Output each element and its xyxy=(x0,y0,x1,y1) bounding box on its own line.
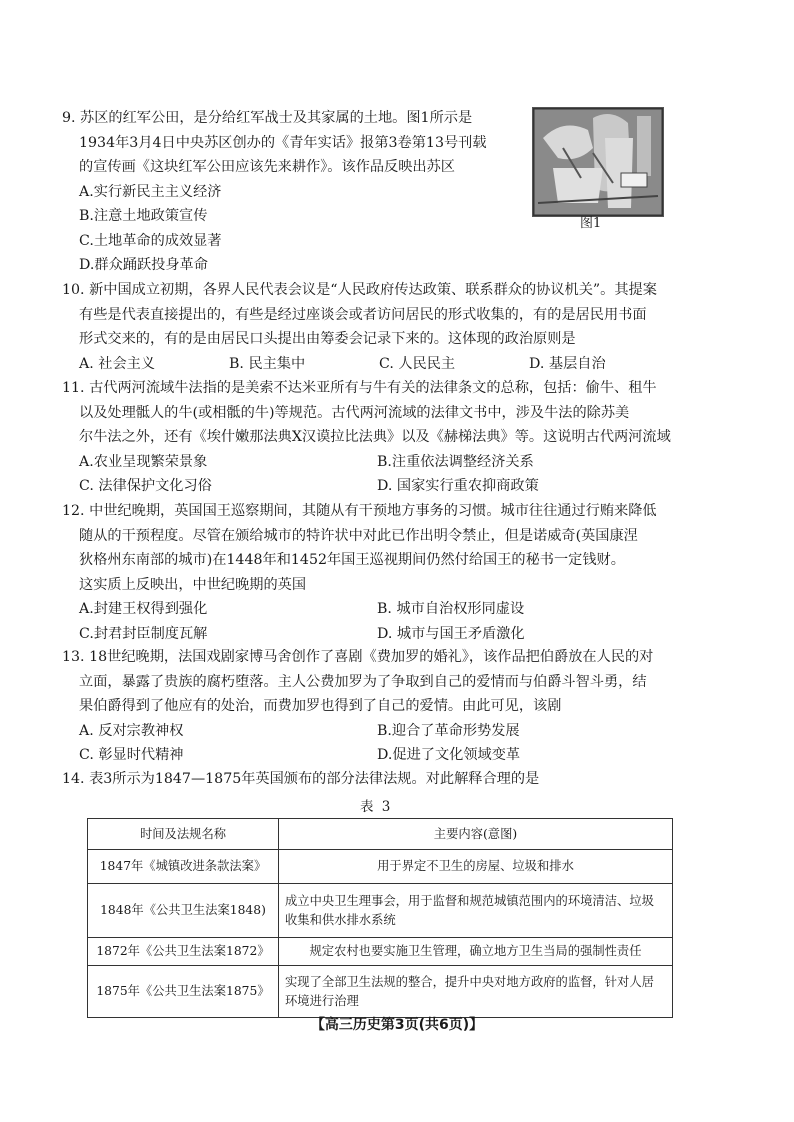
q10-stem-line-3: 形式交来的，有的是由居民口头提出由筹委会记录下来的。这体现的政治原则是 xyxy=(79,331,576,347)
q12-option-a: A.封建王权得到强化 xyxy=(79,601,208,617)
q9-stem-line-2: 1934年3月4日中央苏区创办的《青年实话》报第3卷第13号刊载 xyxy=(79,134,487,151)
q13-options-row-1 xyxy=(62,719,675,744)
table-cell: 成立中央卫生理事会，用于监督和规范城镇范围内的环境清洁、垃圾收集和供水排水系统 xyxy=(279,884,673,938)
table-cell: 1875年《公共卫生法案1875》 xyxy=(88,966,279,1018)
q10-stem-line-2: 有些是代表直接提出的，有些是经过座谈会或者访问居民的形式收集的，有的是居民用书面 xyxy=(79,306,647,323)
q11-option-b: B.注重依法调整经济关系 xyxy=(377,453,534,470)
q13-stem-line-2: 立面，暴露了贵族的腐朽堕落。主人公费加罗为了争取到自己的爱情而与伯爵斗智斗勇，结 xyxy=(79,673,647,690)
q9-option-a: A.实行新民主主义经济 xyxy=(79,183,222,200)
question-14 xyxy=(62,767,539,792)
figure-1-image xyxy=(532,107,664,217)
q11-option-a: A.农业呈现繁荣景象 xyxy=(79,453,208,470)
q11-stem-line-1: 11. 古代两河流域牛法指的是美索不达米亚所有与牛有关的法律条文的总称，包括：偷牛、租牛 xyxy=(62,380,657,396)
q9-option-b: B.注意土地政策宣传 xyxy=(79,208,208,224)
q12-options-row-2 xyxy=(62,622,675,647)
q13-option-a: A. 反对宗教神权 xyxy=(79,722,184,739)
table-header-cell: 主要内容(意图) xyxy=(279,819,673,850)
page-footer: 【高三历史第3页(共6页)】 xyxy=(310,1017,484,1033)
table-row xyxy=(88,966,673,1018)
q10-option-b: B. 民主集中 xyxy=(229,355,306,372)
q10-stem-line-1: 10. 新中国成立初期，各界人民代表会议是“人民政府传达政策、联系群众的协议机关”。其提案 xyxy=(62,282,657,298)
figure-1-caption: 图1 xyxy=(580,216,602,231)
q13-stem-line-3: 果伯爵得到了他应有的处治，而费加罗也得到了自己的爱情。由此可见，该剧 xyxy=(79,698,562,714)
q12-option-c: C.封君封臣制度瓦解 xyxy=(79,625,208,642)
q10-option-a: A. 社会主义 xyxy=(79,355,156,372)
q11-options-row-2 xyxy=(62,474,675,499)
q12-stem-line-4: 这实质上反映出，中世纪晚期的英国 xyxy=(79,576,307,593)
table-cell: 1872年《公共卫生法案1872》 xyxy=(88,938,279,966)
table-row xyxy=(88,850,673,884)
q10-option-c: C. 人民民主 xyxy=(379,355,456,372)
q13-option-c: C. 彰显时代精神 xyxy=(79,747,184,763)
q11-option-c: C. 法律保护文化习俗 xyxy=(79,478,212,494)
q13-option-b: B.迎合了革命形势发展 xyxy=(377,722,520,739)
table-cell: 实现了全部卫生法规的整合，提升中央对地方政府的监督，针对人居环境进行治理 xyxy=(279,966,673,1018)
q9-option-c: C.土地革命的成效显著 xyxy=(79,232,222,249)
q11-stem-line-2: 以及处理骶人的牛(或相骶的牛)等规范。古代两河流域的法律文书中，涉及牛法的除苏美 xyxy=(79,404,630,421)
q12-stem-line-1: 12. 中世纪晚期，英国国王巡察期间，其随从有干预地方事务的习惯。城市往往通过行贿来降低 xyxy=(62,503,657,519)
q10-option-d: D. 基层自治 xyxy=(529,355,606,372)
table-header-cell: 时间及法规名称 xyxy=(88,819,279,850)
question-12 xyxy=(62,499,675,646)
q12-option-b: B. 城市自治权形同虚设 xyxy=(377,601,525,617)
q10-options xyxy=(62,352,679,377)
table-cell: 1847年《城镇改进条款法案》 xyxy=(88,850,279,884)
question-13 xyxy=(62,645,675,768)
table-cell: 规定农村也要实施卫生管理，确立地方卫生当局的强制性责任 xyxy=(279,938,673,966)
q12-stem-line-2: 随从的干预程度。尽管在颁给城市的特许状中对此已作出明令禁止，但是诺威奇(英国康涅 xyxy=(79,527,638,544)
table-3 xyxy=(87,818,673,1018)
table-cell: 1848年《公共卫生法案1848) xyxy=(88,884,279,938)
q13-options-row-2 xyxy=(62,743,675,768)
q12-option-d: D. 城市与国王矛盾激化 xyxy=(377,625,525,642)
question-10 xyxy=(62,278,679,376)
question-9 xyxy=(62,106,487,278)
q9-option-d: D.群众踊跃投身革命 xyxy=(79,257,208,273)
question-11 xyxy=(62,376,675,499)
table-cell: 用于界定不卫生的房屋、垃圾和排水 xyxy=(279,850,673,884)
table-3-title: 表 3 xyxy=(360,799,393,815)
q11-option-d: D. 国家实行重农抑商政策 xyxy=(377,478,539,494)
table-header-row xyxy=(88,819,673,850)
q9-stem-line-1: 9. 苏区的红军公田，是分给红军战士及其家属的土地。图1所示是 xyxy=(62,110,473,126)
q11-options-row-1 xyxy=(62,450,675,475)
q14-stem: 14. 表3所示为1847—1875年英国颁布的部分法律法规。对此解释合理的是 xyxy=(62,771,540,787)
q12-stem-line-3: 狄格州东南部的城市)在1448年和1452年国王巡视期间仍然付给国王的秘书一定钱财。 xyxy=(79,552,625,568)
q13-option-d: D.促进了文化领域变革 xyxy=(377,747,521,763)
q13-stem-line-1: 13. 18世纪晚期，法国戏剧家博马舍创作了喜剧《费加罗的婚礼》，该作品把伯爵放在人民的对 xyxy=(62,649,654,665)
q9-stem-line-3: 的宣传画《这块红军公田应该先来耕作》。该作品反映出苏区 xyxy=(79,159,455,175)
q12-options-row-1 xyxy=(62,597,675,622)
table-row xyxy=(88,938,673,966)
q11-stem-line-3: 尔牛法之外，还有《埃什嫩那法典X汉谟拉比法典》以及《赫梯法典》等。这说明古代两河流域 xyxy=(79,429,671,445)
table-row xyxy=(88,884,673,938)
